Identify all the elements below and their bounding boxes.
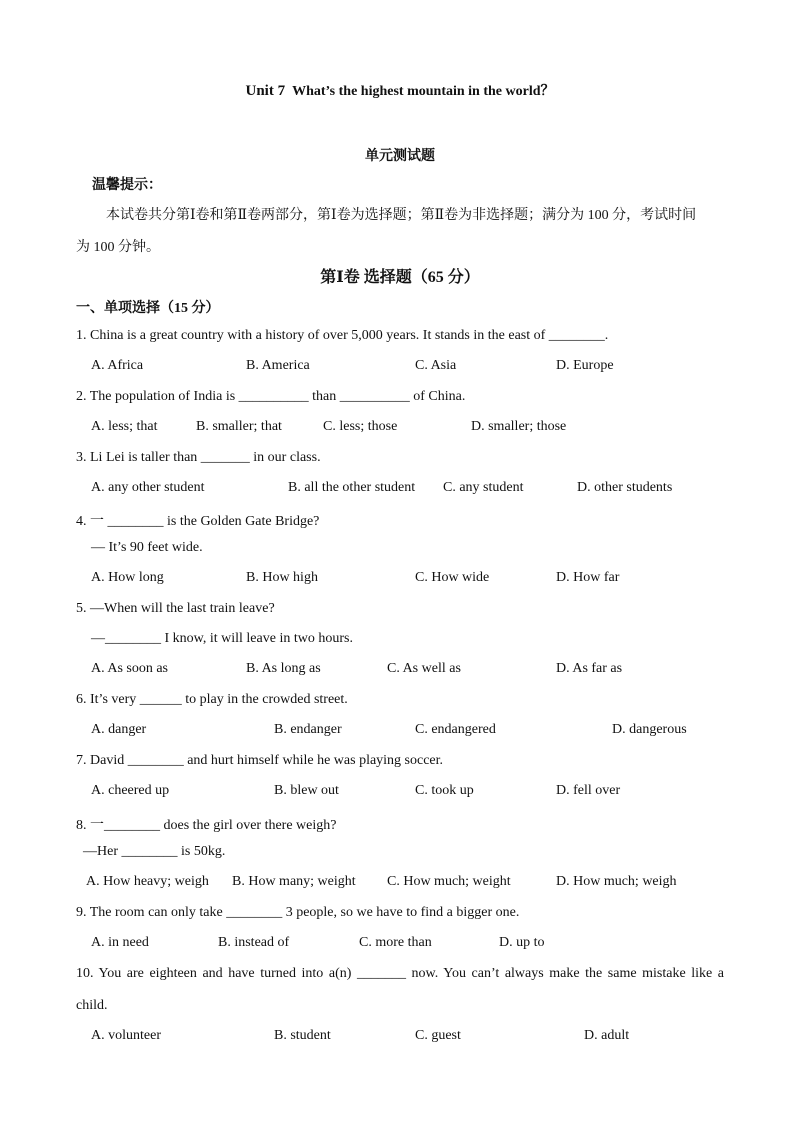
q6-option-c: C. endangered bbox=[415, 722, 496, 737]
question-4-answer-line: — It’s 90 feet wide. bbox=[91, 540, 203, 555]
document-subtitle: 单元测试题 bbox=[365, 149, 435, 164]
q4-option-a: A. How long bbox=[91, 570, 164, 585]
q7-option-d: D. fell over bbox=[556, 783, 621, 798]
q10-option-d: D. adult bbox=[584, 1028, 630, 1043]
q10-option-a: A. volunteer bbox=[91, 1028, 161, 1043]
q3-option-d: D. other students bbox=[577, 480, 673, 495]
document-title bbox=[0, 80, 800, 100]
q5-option-d: D. As far as bbox=[556, 661, 623, 676]
q2-option-b: B. smaller; that bbox=[196, 419, 282, 434]
q9-option-a: A. in need bbox=[91, 935, 149, 950]
q6-option-a: A. danger bbox=[91, 722, 147, 737]
q9-option-c: C. more than bbox=[359, 935, 432, 950]
part-heading: 一、单项选择（15 分） bbox=[76, 301, 220, 316]
q5-option-a: A. As soon as bbox=[91, 661, 169, 676]
question-5: 5. —When will the last train leave? bbox=[76, 601, 275, 616]
question-8: 8. 一________ does the girl over there weigh? bbox=[76, 818, 337, 833]
q3-option-a: A. any other student bbox=[91, 480, 205, 495]
q1-option-a: A. Africa bbox=[91, 358, 144, 373]
q8-option-d: D. How much; weigh bbox=[556, 874, 677, 889]
q7-option-c: C. took up bbox=[415, 783, 474, 798]
question-3: 3. Li Lei is taller than _______ in our class. bbox=[76, 450, 321, 465]
section-title: 第Ⅰ卷 选择题（65 分） bbox=[320, 269, 480, 286]
question-9: 9. The room can only take ________ 3 people, so we have to find a bigger one. bbox=[76, 905, 520, 920]
question-2: 2. The population of India is __________ than __________ of China. bbox=[76, 389, 466, 404]
q6-option-d: D. dangerous bbox=[612, 722, 687, 737]
q2-option-a: A. less; that bbox=[91, 419, 158, 434]
tip-line-2: 为 100 分钟。 bbox=[76, 240, 160, 255]
q8-option-c: C. How much; weight bbox=[387, 874, 511, 889]
q7-option-a: A. cheered up bbox=[91, 783, 170, 798]
q1-option-d: D. Europe bbox=[556, 358, 614, 373]
question-1: 1. China is a great country with a history of over 5,000 years. It stands in the east of ________. bbox=[76, 328, 609, 343]
q8-option-a: A. How heavy; weigh bbox=[86, 874, 209, 889]
q5-option-c: C. As well as bbox=[387, 661, 461, 676]
question-6: 6. It’s very ______ to play in the crowded street. bbox=[76, 692, 348, 707]
question-10-continuation: child. bbox=[76, 998, 108, 1013]
question-7: 7. David ________ and hurt himself while he was playing soccer. bbox=[76, 753, 444, 768]
question-4: 4. 一 ________ is the Golden Gate Bridge? bbox=[76, 514, 320, 529]
q7-option-b: B. blew out bbox=[274, 783, 339, 798]
q2-option-d: D. smaller; those bbox=[471, 419, 567, 434]
q4-option-d: D. How far bbox=[556, 570, 620, 585]
unit-label: Unit 7 bbox=[245, 83, 286, 99]
q8-option-b: B. How many; weight bbox=[232, 874, 356, 889]
q1-option-b: B. America bbox=[246, 358, 310, 373]
q9-option-d: D. up to bbox=[499, 935, 545, 950]
question-10: 10. You are eighteen and have turned into a(n) _______ now. You can’t always make the same mistake like a bbox=[76, 966, 724, 981]
q6-option-b: B. endanger bbox=[274, 722, 342, 737]
unit-title: What’s the highest mountain in the world？ bbox=[292, 84, 555, 99]
q3-option-b: B. all the other student bbox=[288, 480, 416, 495]
tip-heading: 温馨提示： bbox=[92, 178, 162, 193]
q9-option-b: B. instead of bbox=[218, 935, 290, 950]
question-8-answer-line: —Her ________ is 50kg. bbox=[83, 844, 226, 859]
q1-option-c: C. Asia bbox=[415, 358, 457, 373]
q3-option-c: C. any student bbox=[443, 480, 524, 495]
q2-option-c: C. less; those bbox=[323, 419, 398, 434]
tip-line-1: 本试卷共分第Ⅰ卷和第Ⅱ卷两部分，第Ⅰ卷为选择题；第Ⅱ卷为非选择题；满分为 100 分，考试时间 bbox=[106, 208, 697, 223]
q4-option-c: C. How wide bbox=[415, 570, 490, 585]
q5-option-b: B. As long as bbox=[246, 661, 321, 676]
question-5-answer-line: —________ I know, it will leave in two hours. bbox=[91, 631, 353, 646]
q10-option-c: C. guest bbox=[415, 1028, 461, 1043]
q10-option-b: B. student bbox=[274, 1028, 331, 1043]
q4-option-b: B. How high bbox=[246, 570, 318, 585]
